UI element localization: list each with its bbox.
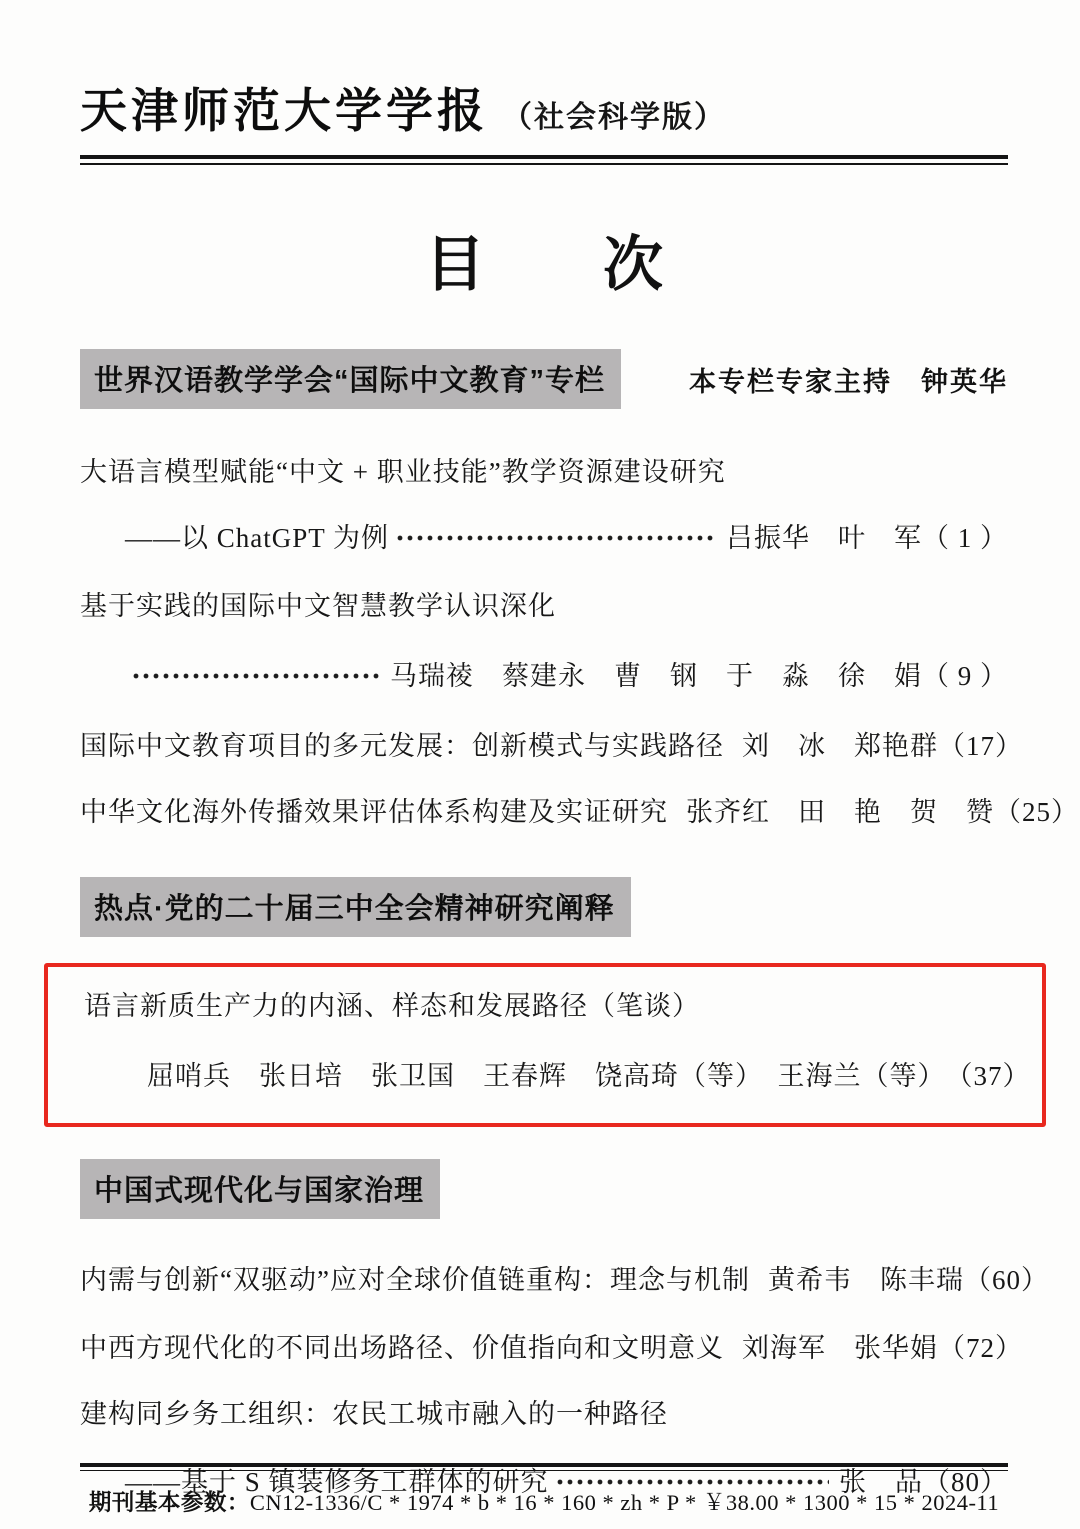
- article-authors-line: [80, 659, 1008, 693]
- article-title: 国际中文教育项目的多元发展：创新模式与实践路径: [80, 731, 724, 761]
- article-title-line: [80, 455, 1008, 489]
- section2-header-row: [80, 877, 1008, 937]
- section1-host-note: 本专栏专家主持 钟英华: [689, 366, 1008, 397]
- section1-header-row: [80, 349, 1008, 409]
- article-page-number: （80）: [923, 1467, 1008, 1497]
- journal-title: 天津师范大学学报: [80, 86, 488, 138]
- article-title-line: [84, 989, 1004, 1023]
- dot-leader: [397, 535, 716, 541]
- article-subtitle: ——以 ChatGPT 为例: [125, 523, 390, 553]
- article-subtitle-line: [80, 521, 1008, 555]
- article-title: 建构同乡务工组织：农民工城市融入的一种路径: [80, 1399, 668, 1429]
- article-authors: 张 品: [839, 1467, 923, 1497]
- article-authors: 黄希韦 陈丰瑞: [767, 1265, 964, 1295]
- article-line: [80, 1331, 1023, 1365]
- journal-parameters-line: [80, 1485, 1008, 1517]
- dot-leader: [133, 673, 380, 679]
- section2-band: 热点·党的二十届三中全会精神研究阐释: [80, 877, 631, 937]
- journal-parameters-value: CN12-1336/C * 1974 * b * 16 * 160 * zh * P * ￥38.00 * 1300 * 15 * 2024-11: [249, 1490, 1000, 1515]
- article-line: [80, 729, 1023, 763]
- article-title-line: [80, 589, 1008, 623]
- journal-parameters-label: 期刊基本参数：: [88, 1490, 250, 1515]
- highlight-red-box: [44, 963, 1046, 1127]
- journal-edition: （社会科学版）: [502, 101, 726, 134]
- contents-heading-char: 次: [603, 232, 663, 298]
- article-title: 中华文化海外传播效果评估体系构建及实证研究: [80, 797, 668, 827]
- article-authors-line: [84, 1059, 1031, 1093]
- footer-divider: [80, 1463, 1008, 1471]
- footer: [80, 1463, 1008, 1517]
- article-authors: 刘 冰 郑艳群: [742, 731, 938, 761]
- article-title-line: [80, 1397, 1008, 1431]
- article-line: [80, 1263, 1049, 1297]
- article-page-number: （ 1 ）: [922, 523, 1008, 553]
- masthead-divider: [80, 155, 1008, 165]
- article-authors: 吕振华 叶 军: [726, 523, 922, 553]
- article-authors: 刘海军 张华娟: [742, 1333, 938, 1363]
- article-title: 大语言模型赋能“中文 + 职业技能”教学资源建设研究: [80, 457, 726, 487]
- article-page-number: （60）: [963, 1265, 1049, 1295]
- article-page-number: （72）: [938, 1333, 1023, 1363]
- masthead: [80, 74, 1008, 141]
- contents-heading-char: 目: [425, 232, 485, 298]
- article-title: 内需与创新“双驱动”应对全球价值链重构：理念与机制: [80, 1265, 750, 1295]
- article-authors: 屈哨兵 张日培 张卫国 王春辉 饶高琦（等） 王海兰（等）: [147, 1061, 946, 1091]
- article-authors: 马瑞祾 蔡建永 曹 钢 于 淼 徐 娟: [390, 661, 922, 691]
- article-subtitle: ——基于 S 镇装修务工群体的研究: [125, 1467, 549, 1497]
- article-title: 语言新质生产力的内涵、样态和发展路径（笔谈）: [84, 991, 700, 1021]
- section3-band: 中国式现代化与国家治理: [80, 1159, 440, 1219]
- article-page-number: （ 9 ）: [922, 661, 1008, 691]
- contents-heading: [80, 217, 1008, 303]
- article-authors: 张齐红 田 艳 贺 赞: [686, 797, 994, 827]
- article-line: [80, 795, 1079, 829]
- article-page-number: （17）: [938, 731, 1023, 761]
- article-page-number: （37）: [945, 1061, 1031, 1091]
- article-title: 基于实践的国际中文智慧教学认识深化: [80, 591, 556, 621]
- section3-header-row: [80, 1159, 1008, 1219]
- section1-band: 世界汉语教学学会“国际中文教育”专栏: [80, 349, 621, 409]
- article-page-number: （25）: [994, 797, 1079, 827]
- article-title: 中西方现代化的不同出场路径、价值指向和文明意义: [80, 1333, 724, 1363]
